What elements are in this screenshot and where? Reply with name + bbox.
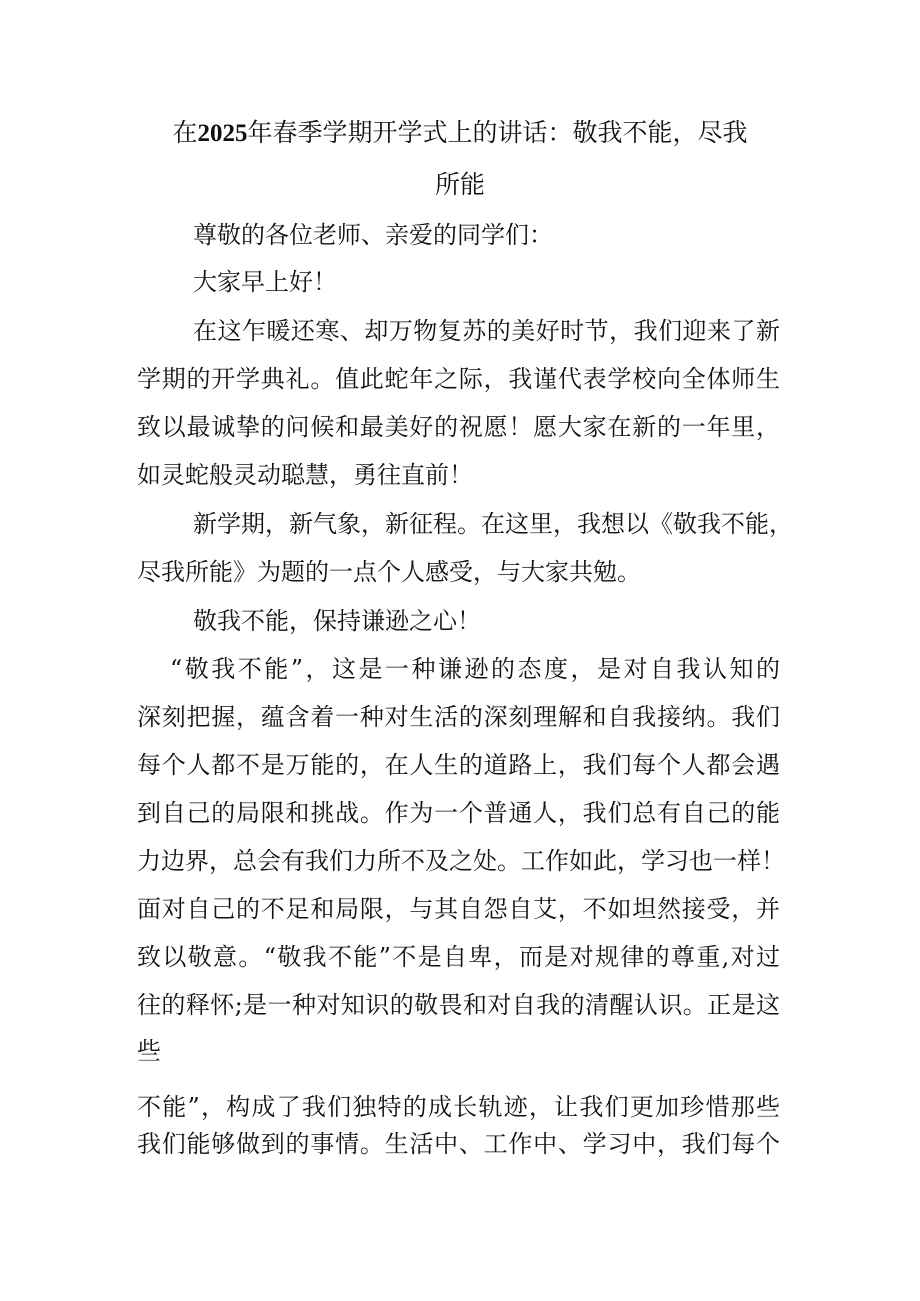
paragraph-line: 往的释怀;是一种对知识的敬畏和对自我的清醒认识。正是这: [137, 991, 780, 1019]
document-title-line-2: 所能: [434, 170, 485, 199]
paragraph-line: “敬我不能”，这是一种谦逊的态度，是对自我认知的: [170, 655, 780, 683]
title-suffix: 年春季学期开学式上的讲话：敬我不能，尽我: [247, 118, 748, 147]
paragraph-line: 致以敬意。“敬我不能”不是自卑，而是对规律的尊重,对过: [137, 943, 780, 971]
paragraph-line: 力边界，总会有我们力所不及之处。工作如此，学习也一样！: [137, 847, 785, 875]
document-title-line-1: [0, 113, 920, 153]
paragraph-line: 在这乍暖还寒、却万物复苏的美好时节，我们迎来了新: [193, 317, 780, 345]
paragraph-line: 每个人都不是万能的，在人生的道路上，我们每个人都会遇: [137, 751, 780, 779]
paragraph-line: 些: [137, 1037, 161, 1065]
paragraph-line: 致以最诚挚的问候和最美好的祝愿！愿大家在新的一年里，: [137, 413, 780, 441]
paragraph-line: 到自己的局限和挑战。作为一个普通人，我们总有自己的能: [137, 799, 780, 827]
title-year: 2025: [197, 120, 248, 147]
paragraph-line: 如灵蛇般灵动聪慧，勇往直前！: [137, 461, 473, 489]
paragraph-line: 学期的开学典礼。值此蛇年之际，我谨代表学校向全体师生: [137, 365, 780, 393]
paragraph-line: 我们能够做到的事情。生活中、工作中、学习中，我们每个: [137, 1130, 780, 1158]
paragraph-line: 新学期，新气象，新征程。在这里，我想以《敬我不能，: [193, 510, 793, 538]
paragraph-line: 深刻把握，蕴含着一种对生活的深刻理解和自我接纳。我们: [137, 703, 780, 731]
greeting: 大家早上好！: [193, 268, 337, 296]
paragraph-line: 面对自己的不足和局限，与其自怨自艾，不如坦然接受，并: [137, 895, 780, 923]
title-prefix: 在: [172, 118, 198, 147]
section-heading: 敬我不能，保持谦逊之心！: [193, 607, 481, 635]
paragraph-line: 不能”，构成了我们独特的成长轨迹，让我们更加珍惜那些: [137, 1093, 780, 1121]
paragraph-line: 尽我所能》为题的一点个人感受，与大家共勉。: [137, 558, 641, 586]
salutation: 尊敬的各位老师、亲爱的同学们：: [193, 221, 553, 249]
